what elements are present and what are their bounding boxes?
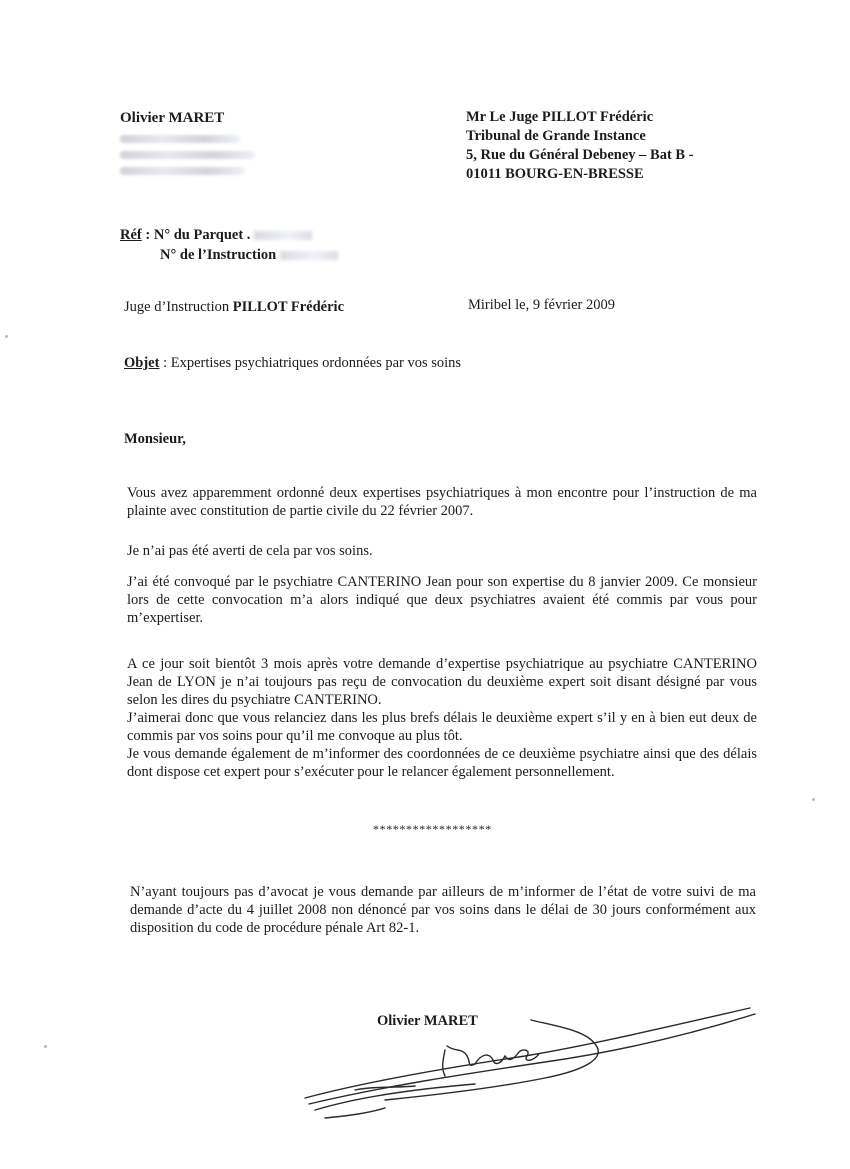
- reference-block: Réf : N° du Parquet . N° de l’Instruction: [120, 225, 338, 265]
- paragraph: A ce jour soit bientôt 3 mois après votre demande d’expertise psychiatrique au psychiatre CANTERINO Jean de LYON je n’ai toujours pas reçu de convocation du deuxième expert soit disant désigné par vous selon les dires du psychiatre CANTERINO.: [127, 656, 757, 708]
- subject-text: Expertises psychiatriques ordonnées par vos soins: [170, 355, 462, 371]
- reference-label: Réf: [120, 227, 142, 243]
- greeting: Monsieur,: [124, 431, 186, 447]
- subject-line: Objet : Expertises psychiatriques ordonnées par vos soins: [124, 355, 462, 371]
- redacted-address-line: [120, 151, 255, 159]
- scan-speck: [5, 335, 8, 338]
- scan-speck: [44, 1045, 47, 1048]
- place-date: Miribel le, 9 février 2009: [468, 297, 615, 313]
- judge-name: PILLOT Frédéric: [232, 299, 345, 315]
- paragraph: Je vous demande également de m’informer des coordonnées de ce deuxième psychiatre ainsi que des délais dont dispose cet expert pour s’exécuter pour le relancer également personnellement.: [127, 746, 757, 780]
- redacted-number: [280, 251, 338, 260]
- recipient-line: Tribunal de Grande Instance: [466, 128, 646, 144]
- paragraph: Je n’ai pas été averti de cela par vos soins.: [127, 543, 373, 559]
- judge-line: [124, 299, 344, 316]
- scan-speck: [812, 798, 815, 801]
- recipient-line: Mr Le Juge PILLOT Frédéric: [466, 109, 654, 125]
- judge-prefix: Juge d’Instruction: [124, 299, 233, 315]
- sender-block: [120, 110, 255, 175]
- paragraph: J’aimerai donc que vous relanciez dans les plus brefs délais le deuxième expert s’il y en à bien eut deux de commis par vos soins pour qu’il me convoque au plus tôt.: [127, 710, 757, 744]
- subject-label: Objet: [124, 355, 160, 371]
- recipient-line: 01011 BOURG-EN-BRESSE: [466, 166, 644, 182]
- sender-name: Olivier MARET: [120, 110, 225, 126]
- redacted-number: [254, 231, 312, 240]
- signature-name: Olivier MARET: [377, 1013, 478, 1029]
- recipient-line: 5, Rue du Général Debeney – Bat B -: [466, 147, 694, 163]
- paragraph-group: [127, 655, 757, 781]
- handwritten-signature: [295, 990, 775, 1140]
- paragraph: J’ai été convoqué par le psychiatre CANTERINO Jean pour son expertise du 8 janvier 2009. Ce monsieur lors de cette convocation m’a alors indiqué que deux psychiatres avaient été commis par vous pour m’expertiser.: [127, 574, 757, 626]
- reference-instruction: N° de l’Instruction: [160, 247, 277, 263]
- redacted-address-line: [120, 135, 240, 143]
- reference-parquet: N° du Parquet .: [153, 227, 251, 243]
- paragraph: Vous avez apparemment ordonné deux expertises psychiatriques à mon encontre pour l’instruction de ma plainte avec constitution de partie civile du 22 février 2007.: [127, 485, 757, 519]
- recipient-block: [466, 108, 694, 184]
- separator: ******************: [373, 822, 492, 836]
- paragraph: N’ayant toujours pas d’avocat je vous demande par ailleurs de m’informer de l’état de votre suivi de ma demande d’acte du 4 juillet 2008 non dénoncé par vos soins dans le délai de 30 jours conformément aux disposition du code de procédure pénale Art 82-1.: [130, 884, 756, 936]
- redacted-address-line: [120, 167, 245, 175]
